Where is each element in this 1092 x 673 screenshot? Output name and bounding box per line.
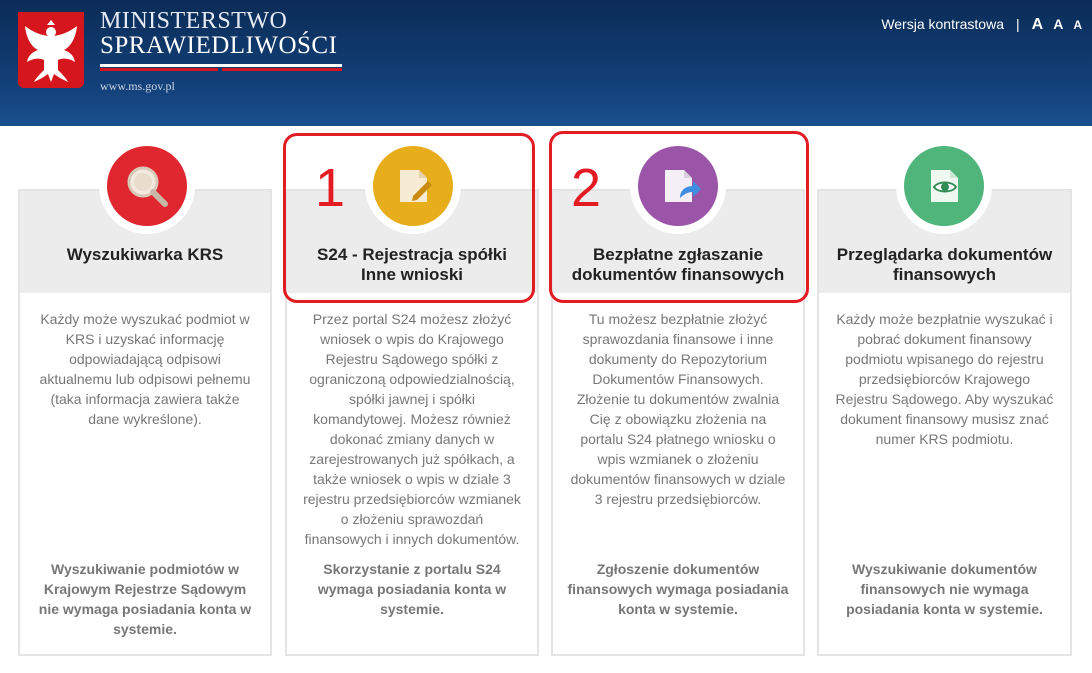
card-title-line2: Inne wnioski [360,265,464,284]
viewer-icon-button[interactable] [896,138,992,234]
card-description: Przez portal S24 możesz złożyć wniosek o wpis do Krajowego Rejestru Sądowego spółki z ograniczoną odpowiedzialnością, spółki jawnej i spółki komandytowej. Możesz również dokonać zmiany danych w zarejestrowanych już spółkach, a także wniosek o wpis w dziale 3 rejestru przedsiębiorców wzmianek o złożeniu sprawozdań finansowych i innych dokumentów. [303,311,521,547]
card-title-line1: S24 - Rejestracja spółki [317,245,507,264]
card-description: Tu możesz bezpłatnie złożyć sprawozdania finansowe i inne dokumenty do Repozytorium Dokumentów Finansowych. Złożenie tu dokumentów zwalnia Cię z obowiązku złożenia na portalu S24 płatnego wniosku o wpis wzmianek o złożeniu dokumentów finansowych w dziale 3 rejestru przedsiębiorców. [570,311,786,507]
card-title-line1: Bezpłatne zgłaszanie [592,245,764,264]
font-size-small-button[interactable]: A [1073,18,1082,32]
card-title-line2: finansowych [893,265,996,284]
card-note: Wyszukiwanie podmiotów w Krajowym Rejestrze Sądowym nie wymaga posiadania konta w systemie. [38,561,252,637]
card-description: Każdy może bezpłatnie wyszukać i pobrać dokument finansowy podmiotu wpisanego do rejestru przedsiębiorców Krajowego Rejestru Sądowego. Aby wyszukać dokument finansowy musisz znać numer KRS podmiotu. [835,311,1054,447]
font-size-large-button[interactable]: A [1031,16,1044,33]
accessibility-bar [881,16,1082,34]
card-title[interactable]: Wyszukiwarka KRS [66,245,224,264]
document-view-icon [904,146,984,226]
card-financial-docs-viewer[interactable] [817,189,1072,656]
flag-stripes [100,64,342,72]
card-title-line1: Przeglądarka dokumentów [836,245,1053,264]
ministry-title-line1[interactable]: MINISTERSTWO [100,8,288,34]
card-title-line2: dokumentów finansowych [571,265,785,284]
contrast-version-link[interactable]: Wersja kontrastowa [881,16,1004,32]
separator: | [1016,16,1020,32]
card-title[interactable] [819,245,1070,285]
annotation-label-2: 2 [571,158,602,218]
card-note: Zgłoszenie dokumentów finansowych wymaga posiadania konta w systemie. [567,561,789,617]
eagle-emblem-icon[interactable] [18,12,84,88]
krs-search-icon-button[interactable] [99,138,195,234]
font-size-medium-button[interactable]: A [1053,16,1064,32]
card-description: Każdy może wyszukać podmiot w KRS i uzyskać informację odpowiadającą odpisowi aktualnemu lub odpisowi pełnemu (taka informacja zawiera także dane wykreślone). [39,311,251,427]
magnifier-icon [107,146,187,226]
card-krs-search[interactable] [18,189,272,656]
card-note: Skorzystanie z portalu S24 wymaga posiadania konta w systemie. [317,561,507,617]
annotation-label-1: 1 [315,158,346,218]
ministry-url[interactable]: www.ms.gov.pl [100,79,175,93]
ministry-title-line2[interactable]: SPRAWIEDLIWOŚCI [100,32,338,59]
site-header [0,0,1092,126]
card-note: Wyszukiwanie dokumentów finansowych nie wymaga posiadania konta w systemie. [846,561,1043,617]
